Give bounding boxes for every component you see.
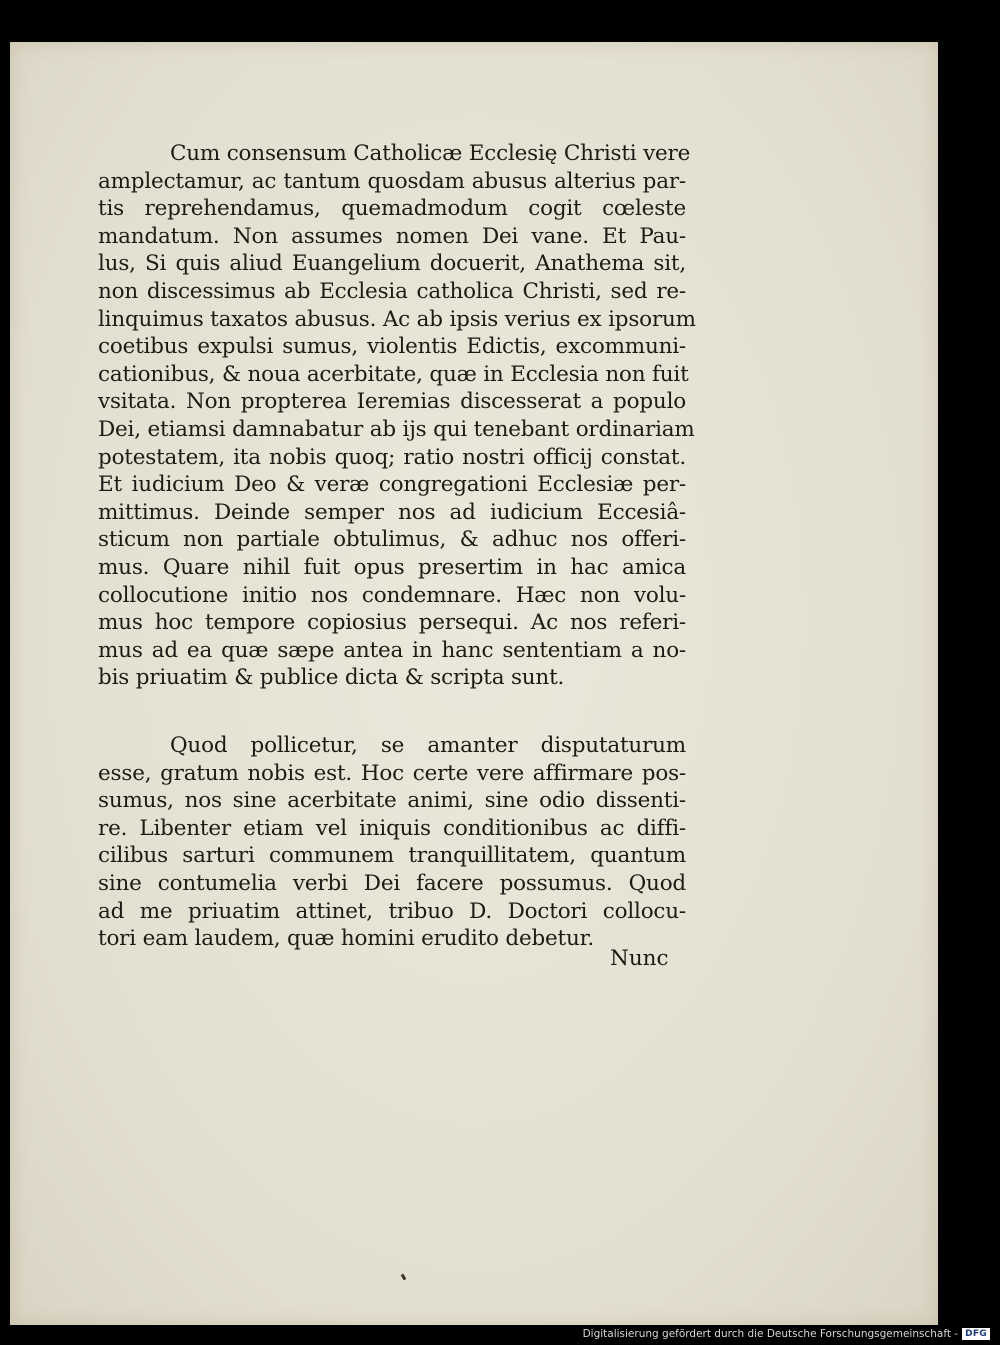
text-line: potestatem, ita nobis quoq; ratio nostri officij constat. [98, 444, 686, 470]
text-line: sumus, nos sine acerbitate animi, sine odio dissenti- [98, 788, 686, 814]
text-line: lus, Si quis aliud Euangelium docuerit, Anathema sit, [98, 251, 686, 277]
text-line: linquimus taxatos abusus. Ac ab ipsis verius ex ipsorum [98, 306, 696, 332]
text-line: re. Libenter etiam vel iniquis conditionibus ac diffi- [98, 815, 686, 841]
text-line: mus hoc tempore copiosius persequi. Ac nos referi- [98, 610, 686, 636]
text-line: non discessimus ab Ecclesia catholica Christi, sed re- [98, 278, 686, 304]
text-line: mus ad ea quæ sæpe antea in hanc sententiam a no- [98, 637, 686, 663]
text-line: coetibus expulsi sumus, violentis Edictis, excommuni- [98, 334, 686, 360]
text-line: cationibus, & noua acerbitate, quæ in Ecclesia non fuit [98, 361, 689, 387]
text-line: sticum non partiale obtulimus, & adhuc nos offeri- [98, 527, 686, 553]
scanned-page [10, 42, 938, 1325]
text-line: cilibus sarturi communem tranquillitatem, quantum [98, 843, 686, 869]
footer-credit-text: Digitalisierung gefördert durch die Deutsche Forschungsgemeinschaft - [582, 1328, 959, 1340]
paper-mark [401, 1274, 407, 1281]
text-line: Et iudicium Deo & veræ congregationi Ecclesiæ per- [98, 472, 686, 498]
text-line: sine contumelia verbi Dei facere possumus. Quod [98, 870, 686, 896]
text-line: ad me priuatim attinet, tribuo D. Doctori collocu- [98, 898, 686, 924]
catchword: Nunc [610, 946, 669, 971]
text-line: tori eam laudem, quæ homini erudito debetur. [98, 926, 594, 952]
footer-credit [583, 1325, 990, 1343]
paragraph-1 [98, 140, 696, 692]
text-line: esse, gratum nobis est. Hoc certe vere affirmare pos- [98, 760, 686, 786]
text-line: amplectamur, ac tantum quosdam abusus alterius par- [98, 168, 686, 194]
text-line: mittimus. Deinde semper nos ad iudicium Eccesiâ- [98, 499, 686, 525]
paragraph-2 [98, 732, 686, 953]
text-line: collocutione initio nos condemnare. Hæc non volu- [98, 582, 686, 608]
text-line: bis priuatim & publice dicta & scripta sunt. [98, 665, 565, 691]
text-line: vsitata. Non propterea Ieremias discesserat a populo [98, 389, 686, 415]
text-line: Cum consensum Catholicæ Ecclesię Christi vere [170, 141, 691, 166]
text-line: Dei, etiamsi damnabatur ab ijs qui tenebant ordinariam [98, 416, 695, 442]
text-line: mandatum. Non assumes nomen Dei vane. Et Pau- [98, 223, 686, 249]
text-line: Quod pollicetur, se amanter disputaturum [170, 733, 686, 758]
text-line: tis reprehendamus, quemadmodum cogit cœleste [98, 196, 686, 222]
dfg-logo-icon: DFG [962, 1328, 990, 1340]
text-line: mus. Quare nihil fuit opus presertim in hac amica [98, 554, 686, 580]
